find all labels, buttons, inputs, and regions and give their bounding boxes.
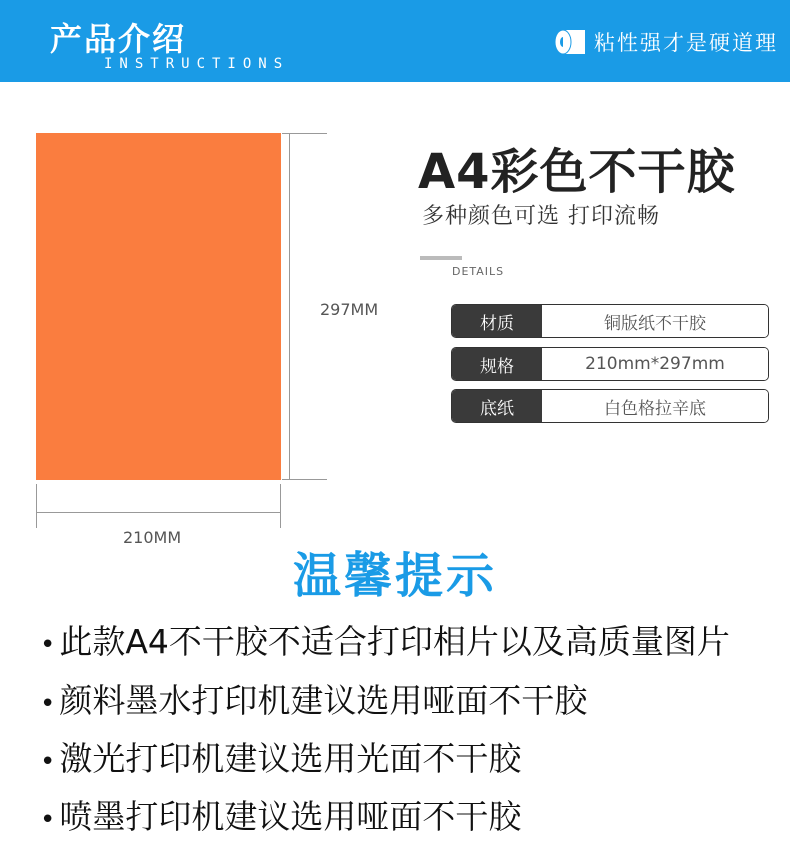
product-subtitle: 多种颜色可选 打印流畅 xyxy=(422,204,660,229)
spec-row-backing xyxy=(451,389,769,423)
height-label: 297MM xyxy=(320,300,379,319)
product-title: A4彩色不干胶 xyxy=(418,144,736,200)
tip-item xyxy=(40,616,730,663)
bullet: • xyxy=(40,630,56,660)
tip-text: 喷墨打印机建议选用哑面不干胶 xyxy=(59,797,522,836)
spec-key: 材质 xyxy=(452,305,542,337)
tips-title: 温馨提示 xyxy=(292,548,497,604)
header-banner xyxy=(0,0,790,82)
width-label: 210MM xyxy=(123,528,182,547)
width-dimension-tick xyxy=(280,484,281,528)
tip-item xyxy=(40,791,521,838)
slogan xyxy=(554,27,778,57)
slogan-text: 粘性强才是硬道理 xyxy=(594,31,778,55)
a4-sheet-illustration xyxy=(36,133,281,480)
tip-text: 此款A4不干胶不适合打印相片以及高质量图片 xyxy=(59,622,730,661)
details-label: DETAILS xyxy=(452,265,505,278)
section-title: 产品介绍 xyxy=(50,20,187,58)
tip-text: 颜料墨水打印机建议选用哑面不干胶 xyxy=(59,681,588,720)
spec-value: 210mm*297mm xyxy=(542,348,768,380)
spec-row-material xyxy=(451,304,769,338)
width-dimension-tick xyxy=(36,484,37,528)
bullet: • xyxy=(40,747,56,777)
bullet: • xyxy=(40,805,56,835)
section-subtitle: INSTRUCTIONS xyxy=(104,56,290,72)
tip-text: 激光打印机建议选用光面不干胶 xyxy=(59,739,522,778)
height-dimension-line xyxy=(289,133,290,480)
spec-key: 规格 xyxy=(452,348,542,380)
details-divider xyxy=(420,256,462,260)
spec-key: 底纸 xyxy=(452,390,542,422)
height-dimension-tick xyxy=(282,479,327,480)
height-dimension-tick xyxy=(282,133,327,134)
width-dimension-line xyxy=(36,512,281,513)
spec-row-size xyxy=(451,347,769,381)
tape-roll-icon xyxy=(554,27,588,57)
tip-item xyxy=(40,733,521,780)
spec-value: 铜版纸不干胶 xyxy=(542,305,768,337)
spec-value: 白色格拉辛底 xyxy=(542,390,768,422)
bullet: • xyxy=(40,689,56,719)
tip-item xyxy=(40,675,587,722)
